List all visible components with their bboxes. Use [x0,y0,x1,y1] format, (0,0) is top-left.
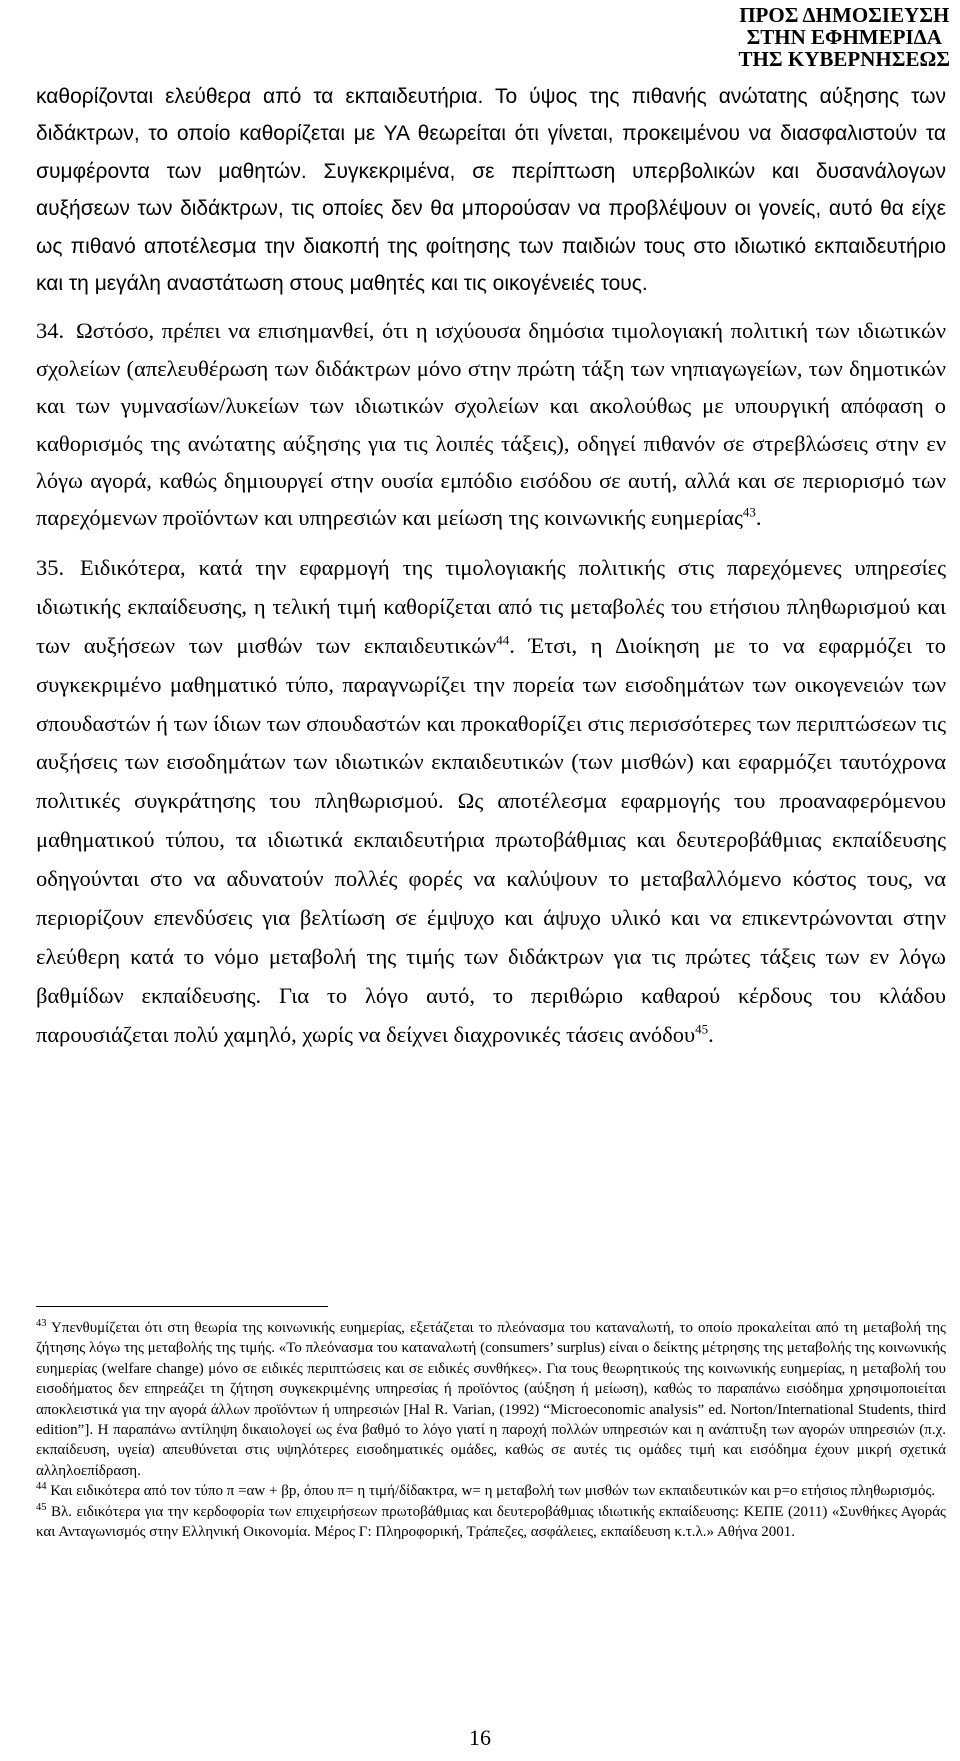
paragraph-35-end: . [708,1021,714,1047]
paragraph-34-text: Ωστόσο, πρέπει να επισημανθεί, ότι η ισχύουσα δημόσια τιμολογιακή πολιτική των ιδιωτικών σχολείων (απελευθέρωση των διδάκτρων μόνο στην πρώτη τάξη των νηπιαγωγείων, των δημοτικών και των γυμνασίων/λυκείων των ιδιωτικών σχολείων και ακολούθως με υπουργική απόφαση ο καθορισμός της ανώτατης αύξησης για τις λοιπές τάξεις), οδηγεί πιθανόν σε στρεβλώσεις στην εν λόγω αγορά, καθώς δημιουργεί στην ουσία εμπόδιο εισόδου σε αυτή, αλλά και σε περιορισμό των παρεχόμενων προϊόντων και υπηρεσιών και μείωση της κοινωνικής ευημερίας [36,318,946,531]
footnote-45 [36,1502,946,1543]
footnote-45-text: Βλ. ειδικότερα για την κερδοφορία των επιχειρήσεων πρωτοβάθμιας και δευτεροβάθμιας ιδιωτικής εκπαίδευσης: ΚΕΠΕ (2011) «Συνθήκες Αγοράς και Ανταγωνισμός στην Ελληνική Οικονομία. Μέρος Γ: Πληροφορική, Τράπεζες, ασφάλειες, εκπαίδευση κ.τ.λ.» Αθήνα 2001. [36,1503,946,1541]
footnote-44-text: Και ειδικότερα από τον τύπο π =αw + βp, όπου π= η τιμή/δίδακτρα, w= η μεταβολή των μισθών των εκπαιδευτικών και p=ο ετήσιος πληθωρισμός. [46,1483,936,1500]
footnote-number: 45 [36,1501,47,1513]
header-line-1: ΠΡΟΣ ΔΗΜΟΣΙΕΥΣΗ [739,3,950,27]
footnotes [36,1318,946,1542]
footnote-43-text: Υπενθυμίζεται ότι στη θεωρία της κοινωνικής ευημερίας, εξετάζεται το πλεόνασμα του καταναλωτή, το οποίο προκαλείται από τη μεταβολή της ζήτησης λόγω της μεταβολής της τιμής. «Το πλεόνασμα του καταναλωτή (consumers’ surplus) είναι ο δείκτης μέτρησης της μεταβολής της κοινωνικής ευημερίας (welfare change) μόνο σε ειδικές περιπτώσεις και σε ειδικές συνθήκες». Για τους θεωρητικούς της κοινωνικής ευημερίας, η μεταβολή του εισοδήματος δεν επηρεάζει τη ζήτηση συγκεκριμένης υπηρεσίας ή προϊόντος (αύξηση ή μείωση), καθώς το παραπάνω εισόδημα χρησιμοποιείται αποκλειστικά για την αγορά άλλων προϊόντων ή υπηρεσιών [Hal R. Varian, (1992) “Microeconomic analysis” ed. Norton/International Students, third edition”]. Η παραπάνω αντίληψη δικαιολογεί ως ένα βαθμό το λόγο γιατί η παροχή πολλών υπηρεσιών και η ανάπτυξη των αγορών υπηρεσιών (π.χ. εκπαίδευση, υγεία) απευθύνεται στις υψηλότερες εισοδηματικές ομάδες, καθώς σε αυτές τις ομάδες τιμή και εισόδημα έχουν μικρή σχετικά αλληλοεπίδραση. [36,1320,946,1479]
paragraph-intro-text: καθορίζονται ελεύθερα από τα εκπαιδευτήρια. Το ύψος της πιθανής ανώτατης αύξησης των διδάκτρων, το οποίο καθορίζεται με ΥΑ θεωρείται ότι γίνεται, προκειμένου να διασφαλιστούν τα συμφέροντα των μαθητών. Συγκεκριμένα, σε περίπτωση υπερβολικών και δυσανάλογων αυξήσεων των διδάκτρων, τις οποίες δεν θα μπορούσαν να προβλέψουν οι γονείς, αυτό θα είχε ως πιθανό αποτέλεσμα την διακοπή της φοίτησης των παιδιών τους στο ιδιωτικό εκπαιδευτήριο και τη μεγάλη αναστάτωση στους μαθητές και τις οικογένειές τους. [36,85,946,296]
paragraph-number: 35. [36,554,65,580]
footnote-number: 44 [36,1481,47,1493]
footnote-43 [36,1318,946,1481]
main-text [36,78,946,1055]
paragraph-35 [36,549,946,1055]
footnote-number: 43 [36,1318,47,1329]
paragraph-34 [36,312,946,536]
paragraph-intro [36,78,946,302]
header-line-2: ΣΤΗΝ ΕΦΗΜΕΡΙΔΑ [746,25,942,49]
paragraph-34-end: . [755,505,762,531]
page-number: 16 [469,1725,491,1750]
footnote-ref-44[interactable]: 44 [496,632,510,648]
footnote-separator [36,1306,328,1307]
paragraph-35-text-a: Ειδικότερα, κατά την εφαρμογή της τιμολογιακής πολιτικής στις παρεχόμενες υπηρεσίες ιδιωτικής εκπαίδευσης, η τελική τιμή καθορίζεται από τις μεταβολές του ετήσιου πληθωρισμού και των αυξήσεων των μισθών των εκπαιδευτικών [36,554,946,658]
footnote-ref-43[interactable]: 43 [742,504,756,520]
publication-header [739,4,950,70]
header-line-3: ΤΗΣ ΚΥΒΕΡΝΗΣΕΩΣ [738,47,950,71]
paragraph-number: 34. [36,318,65,344]
footnote-44 [36,1481,946,1501]
footnote-ref-45[interactable]: 45 [695,1021,709,1037]
paragraph-35-text-b: . Έτσι, η Διοίκηση με το να εφαρμόζει το συγκεκριμένο μαθηματικό τύπο, παραγνωρίζει την πορεία των εισοδημάτων των οικογενειών των σπουδαστών ή των ίδιων των σπουδαστών και προκαθορίζει στις περισσότερες των περιπτώσεων τις αυξήσεις των εισοδημάτων των ιδιωτικών εκπαιδευτικών (των μισθών) και εφαρμόζει ταυτόχρονα πολιτικές συγκράτησης του πληθωρισμού. Ως αποτέλεσμα εφαρμογής του προαναφερόμενου μαθηματικού τύπου, τα ιδιωτικά εκπαιδευτήρια πρωτοβάθμιας και δευτεροβάθμιας εκπαίδευσης οδηγούνται στο να αδυνατούν πολλές φορές να καλύψουν το μεταβαλλόμενο κόστος τους, να περιορίζουν επενδύσεις για βελτίωση σε έμψυχο και άψυχο υλικό και να επικεντρώνονται στην ελεύθερη κατά το νόμο μεταβολή της τιμής των διδάκτρων για τις πρώτες τάξεις των εν λόγω βαθμίδων εκπαίδευσης. Για το λόγο αυτό, το περιθώριο καθαρού κέρδους του κλάδου παρουσιάζεται πολύ χαμηλό, χωρίς να δείχνει διαχρονικές τάσεις ανόδου [36,632,947,1047]
